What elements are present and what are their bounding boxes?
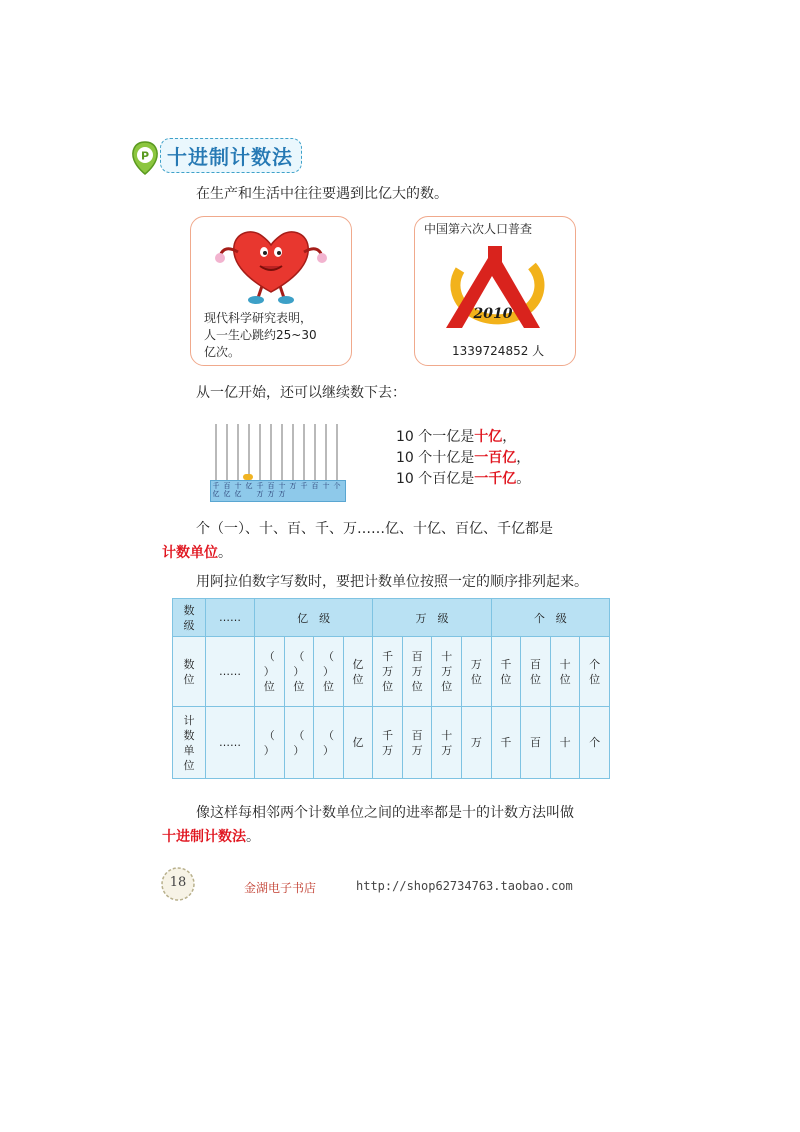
footer-store: 金湖电子书店 — [244, 881, 317, 895]
place-value-table — [172, 598, 610, 779]
abacus-label: 百万 — [267, 482, 275, 498]
closing-paragraph-line2: 十进制计数法。 — [162, 829, 260, 845]
unit-cell: （ ） — [263, 728, 275, 757]
table-row-levels — [173, 599, 610, 637]
abacus-label: 十亿 — [234, 482, 242, 498]
heart-text-line-2: 人一生心跳约25~30 — [204, 328, 317, 342]
unit-cell: （ ） — [293, 728, 305, 757]
unit-cell: 千 — [500, 736, 512, 749]
table-row-digits — [173, 637, 610, 707]
table-cell: …… — [206, 637, 255, 707]
abacus-label: 百 — [311, 482, 319, 490]
unit-cell: 千万 — [382, 728, 394, 757]
digit-cell: （ ）位 — [322, 650, 334, 693]
row-label-digits: 数位 — [183, 657, 195, 686]
digit-cell: 百位 — [529, 657, 541, 686]
abacus-rod — [270, 424, 272, 480]
level-yi: 亿 级 — [255, 599, 373, 637]
heart-character-icon — [212, 222, 330, 306]
digit-cell: 百万位 — [411, 650, 423, 693]
closing-paragraph-line1: 像这样每相邻两个计数单位之间的进率都是十的计数方法叫做 — [196, 805, 574, 821]
heart-text-line-3: 亿次。 — [204, 345, 241, 359]
digit-cell: 十万位 — [441, 650, 453, 693]
heart-text-line-1: 现代科学研究表明， — [204, 311, 313, 325]
heart-card-text — [204, 310, 317, 361]
level-ge: 个 级 — [491, 599, 609, 637]
abacus-label: 十 — [322, 482, 330, 490]
continue-text: 从一亿开始，还可以继续数下去： — [196, 385, 406, 401]
digit-cell: 万位 — [470, 657, 482, 686]
abacus-label: 千 — [300, 482, 308, 490]
census-logo-icon — [432, 240, 554, 336]
abacus-label: 千亿 — [212, 482, 220, 498]
abacus-rod — [325, 424, 327, 480]
unit-cell: 百 — [529, 736, 541, 749]
digit-cell: 亿位 — [352, 657, 364, 686]
abacus-label: 个 — [333, 482, 341, 490]
abacus-rod — [292, 424, 294, 480]
digit-cell: 十位 — [559, 657, 571, 686]
abacus-rod — [215, 424, 217, 480]
unit-cell: 十 — [559, 736, 571, 749]
statement-1: 10 个一亿是十亿， — [396, 429, 517, 445]
digit-cell: （ ）位 — [263, 650, 275, 693]
digit-cell: 千万位 — [382, 650, 394, 693]
row-label-levels: 数级 — [183, 603, 195, 632]
census-logo-year: 2010 — [473, 306, 513, 322]
table-cell: …… — [206, 707, 255, 779]
statement-3: 10 个百亿是一千亿。 — [396, 471, 531, 487]
unit-cell: 个 — [589, 736, 601, 749]
row-label-units: 计数单位 — [183, 713, 195, 772]
abacus-rod — [314, 424, 316, 480]
statement-2: 10 个十亿是一百亿， — [396, 450, 531, 466]
footer-url[interactable]: http://shop62734763.taobao.com — [356, 879, 573, 893]
abacus-rod — [336, 424, 338, 480]
svg-text:P: P — [140, 149, 150, 163]
unit-cell: 百万 — [411, 728, 423, 757]
abacus-rod — [281, 424, 283, 480]
digit-cell: 个位 — [589, 657, 601, 686]
abacus-rod — [226, 424, 228, 480]
abacus-rod — [248, 424, 250, 480]
census-count: 1339724852 人 — [452, 344, 545, 358]
abacus-rod — [259, 424, 261, 480]
abacus-label: 百亿 — [223, 482, 231, 498]
table-cell: …… — [206, 599, 255, 637]
units-paragraph-line1: 个（一）、十、百、千、万……亿、十亿、百亿、千亿都是 — [196, 521, 553, 537]
abacus-rod — [303, 424, 305, 480]
census-caption: 中国第六次人口普查 — [424, 222, 533, 236]
units-paragraph-line2: 计数单位。 — [162, 545, 232, 561]
table-row-units — [173, 707, 610, 779]
unit-cell: 十万 — [441, 728, 453, 757]
intro-text: 在生产和生活中往往要遇到比亿大的数。 — [196, 186, 448, 202]
section-title: 十进制计数法 — [160, 138, 302, 173]
abacus-label: 千万 — [256, 482, 264, 498]
digit-cell: 千位 — [500, 657, 512, 686]
abacus-label: 十万 — [278, 482, 286, 498]
page-number: 18 — [169, 875, 187, 890]
level-wan: 万 级 — [373, 599, 491, 637]
leaf-badge-icon — [130, 140, 160, 176]
arabic-paragraph: 用阿拉伯数字写数时，要把计数单位按照一定的顺序排列起来。 — [196, 574, 588, 590]
unit-cell: （ ） — [322, 728, 334, 757]
unit-cell: 万 — [470, 736, 482, 749]
unit-cell: 亿 — [352, 736, 364, 749]
digit-cell: （ ）位 — [293, 650, 305, 693]
abacus-rod — [237, 424, 239, 480]
abacus-label: 亿 — [245, 482, 253, 490]
abacus-label: 万 — [289, 482, 297, 490]
